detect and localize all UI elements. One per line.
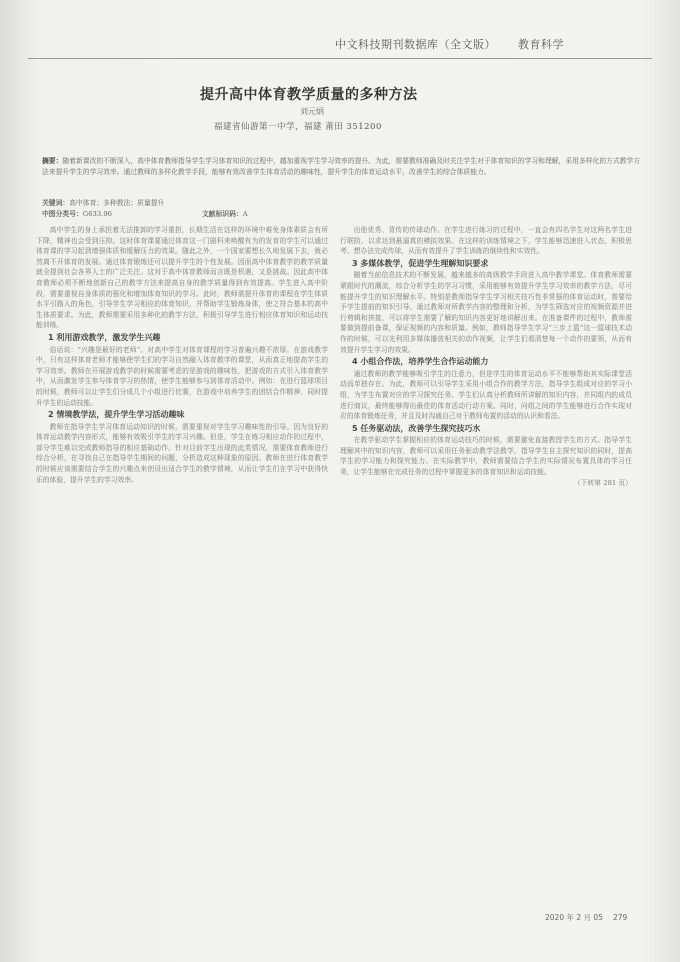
author-affiliation: 福建省仙游第一中学，福建 莆田 351200: [214, 122, 382, 132]
section-heading-4: 4 小组合作法，培养学生合作运动能力: [352, 357, 489, 367]
article-title: 提升高中体育教学质量的多种方法: [200, 87, 418, 103]
section-name: 教育科学: [518, 38, 564, 51]
section-heading-5: 5 任务驱动法，改善学生探究技巧水: [352, 423, 481, 433]
intro-paragraph: 高中学生的身上承担着无法推卸的学习重担，长期生活在这样的环境中难免身体素质会有所下降，精神也会受到压抑。这时体育课要通过体育这一门剧科来唤醒有为的发育的学生可以通过体育课的学习起到增强体质和缓解压力的效果。随此之外，一个国家要想长久地发展下去，就必然离不开体育的发展。通过体育锻炼还可以提升学生的个性发展。因而高中体育教学的教学质量就全提到社会各界人士的广泛关注。这对于高中体育教师而言既是机遇，又是挑战。因此高中体育教师必须不断地创新自己的教学方法来提高自身的教学质量得到有效提高。学生进入高中阶段，需要重视自身体质的强化和增加体育知识的学习。此时，教师需提升体育的课程在学生体质水平引路人的角色，引导学生学习相应的体育知识，并帮助学生锻炼身体，使之符合基本的高中生体质要求。为此，教师需要采用多种化的教学方法，积极引导学生进行相应体育知识和运动技能训练。: [36, 226, 328, 330]
abstract-text: 随着新课改的不断深入，高中体育教师指导学生学习体育知识的过程中，越加重视学生学习效率的提升。为此，需要教师准确及时关注学生对于体育知识的学习和理解，采用多样化的方式教学方法来提升学生的学习效率。通过教师的多样化教学手段，能够有效改善学生体育活动的趣味性，提升学生的体育运动水平，改善学生的综合体质能力。: [42, 157, 641, 176]
keywords-text: 高中体育；多种教法；质量提升: [69, 199, 165, 207]
section-heading-3: 3 多媒体教学，促进学生理解知识要求: [352, 258, 489, 268]
class-value: G633.96: [82, 210, 112, 218]
abstract: [42, 156, 642, 178]
left-column: [36, 225, 328, 925]
continued-paragraph: 出他优秀、背传的传球动作。在学生进行练习的过程中，一直会有四名学生对这两名学生进行联防，以求达到最逼真的模拟效果。在这样的训练情境之下，学生能够迅速进入状态，积极思考、想办法完成传球，从而有效提升了学生训练的继续性和实效性。: [340, 226, 632, 256]
page-footer: [535, 912, 627, 923]
section-heading-2: 2 情境教学法，提升学生学习活动趣味: [48, 410, 185, 420]
doc-code: [202, 209, 248, 220]
journal-name: 中文科技期刊数据库（全文版）: [335, 38, 496, 51]
section-2-paragraph: 教师在指导学生学习体育运动知识的时候，需要重视对学生学习趣味性的引导。因为良好的体育运动教学内容形式，能够有效吸引学生的学习兴趣。但是，学生在练习相应动作的过程中，部分学生难以完成教师指导的相应基础动作。针对目前学生出现的此类情况，需要体育教师进行综合分析，在寻找自己在指导学生期间的问题，分析造成这种现象的原因。教师在进行体育教学的时候应该需要结合学生的兴趣点来创设出适合学生的教学情境，从而让学生们在学习中获得快乐的体验，提升学生的学习效率。: [36, 422, 328, 484]
section-3-paragraph: 随着当前信息技术的不断发展，越来越多的高级教学手段进入高中教学课堂。体育教师需要紧跟时代的潮流，综合分析学生的学习习惯，采用能够有效提升学生学习效率的教学方法，尽可能提升学生的知识理解水平。特别是教师指导学生学习相关技巧性非常强的体育运动时，需要给予学生提前的知识引导。通过教师对所教学内容的整理和分析，为学生筛选对应的视频资源并进行剪辑和拼接，可以将学生需要了解的知识内容更好地讲解出来。在准备课件的过程中，教师需要做到提前备课，保证视频的内容和质量。例如，教师指导学生学习“三步上篮”这一篮球技术动作的时候，可以先利用多媒体播放相关的动作视频，让学生们看清楚每一个动作的要领，从而有效提升学生学习的效果。: [340, 271, 632, 354]
abstract-label: 摘要：: [42, 157, 63, 165]
article-meta: [42, 198, 248, 220]
keywords-label: 关键词：: [42, 199, 70, 207]
journal-header: [335, 36, 564, 52]
section-heading-1: 1 利用游戏教学，激发学生兴趣: [48, 332, 161, 342]
continued-note: （下转第 281 页）: [573, 478, 632, 487]
section-5-paragraph: 在教学驱动学生掌握相应的体育运动技巧的时候，需要避免直接教授学生的方式。指导学生理解其中的知识内容，教师可以采用任务驱动教学法教学，指导学生自主探究知识的同时，提高学生的学习能力和探究能力。在实际教学中，教师需要结合学生的实际情况布置具体的学习任务，让学生能够在完成任务的过程中掌握更多的体育知识和运动技能。: [340, 436, 632, 477]
issue-date: 2020 年 2 月 05: [545, 913, 603, 922]
section-4-paragraph: 通过教师的教学能够吸引学生的注意力，但是学生的体育运动水平不能够帮助其实际课堂活动而单独存在。为此，教师可以引导学生采用小组合作的教学方法，指导学生组成对应的学习小组，为学生布置对应的学习探究任务。学生们认真分析教师所讲解的知识内容，并同组内的成员进行商议，最终能够得出最佳的体育活动行动方案。同时，问组之间的学生能够进行合作实现对应的体育锻炼任务，并且及时沟通自己对于教师布置的活动的认识和看法。: [340, 369, 632, 421]
doc-code-label: 文献标识码：: [202, 210, 243, 218]
author-name: 刘元炳: [300, 107, 324, 116]
keywords: [42, 198, 248, 209]
right-column: [340, 225, 632, 905]
page-number: 279: [612, 913, 628, 922]
class-label: 中图分类号：: [42, 210, 83, 218]
classification: [42, 209, 248, 220]
section-1-paragraph: 俗话说：“兴趣是最好的老师”。对高中学生对体育课程的学习普遍兴趣不浓厚。在游戏教学中，只有这样体育老师才能够使学生们的学习自然融入体育教学的课堂，从而真正地提高学生的学习效率。教师在开展游戏教学的时候需要考虑的是游戏的趣味性，把游戏的方式引入体育教学中，从而激发学生参与体育学习的热情，使学生能够参与到体育活动中。例如：在进行篮球项目的时候，教师可以让学生们分成几个小组进行比赛，在游戏中培养学生的团结合作精神，同时提升学生的运动技能。: [36, 345, 328, 407]
header-rule: [28, 58, 652, 59]
doc-code-value: A: [242, 210, 248, 218]
